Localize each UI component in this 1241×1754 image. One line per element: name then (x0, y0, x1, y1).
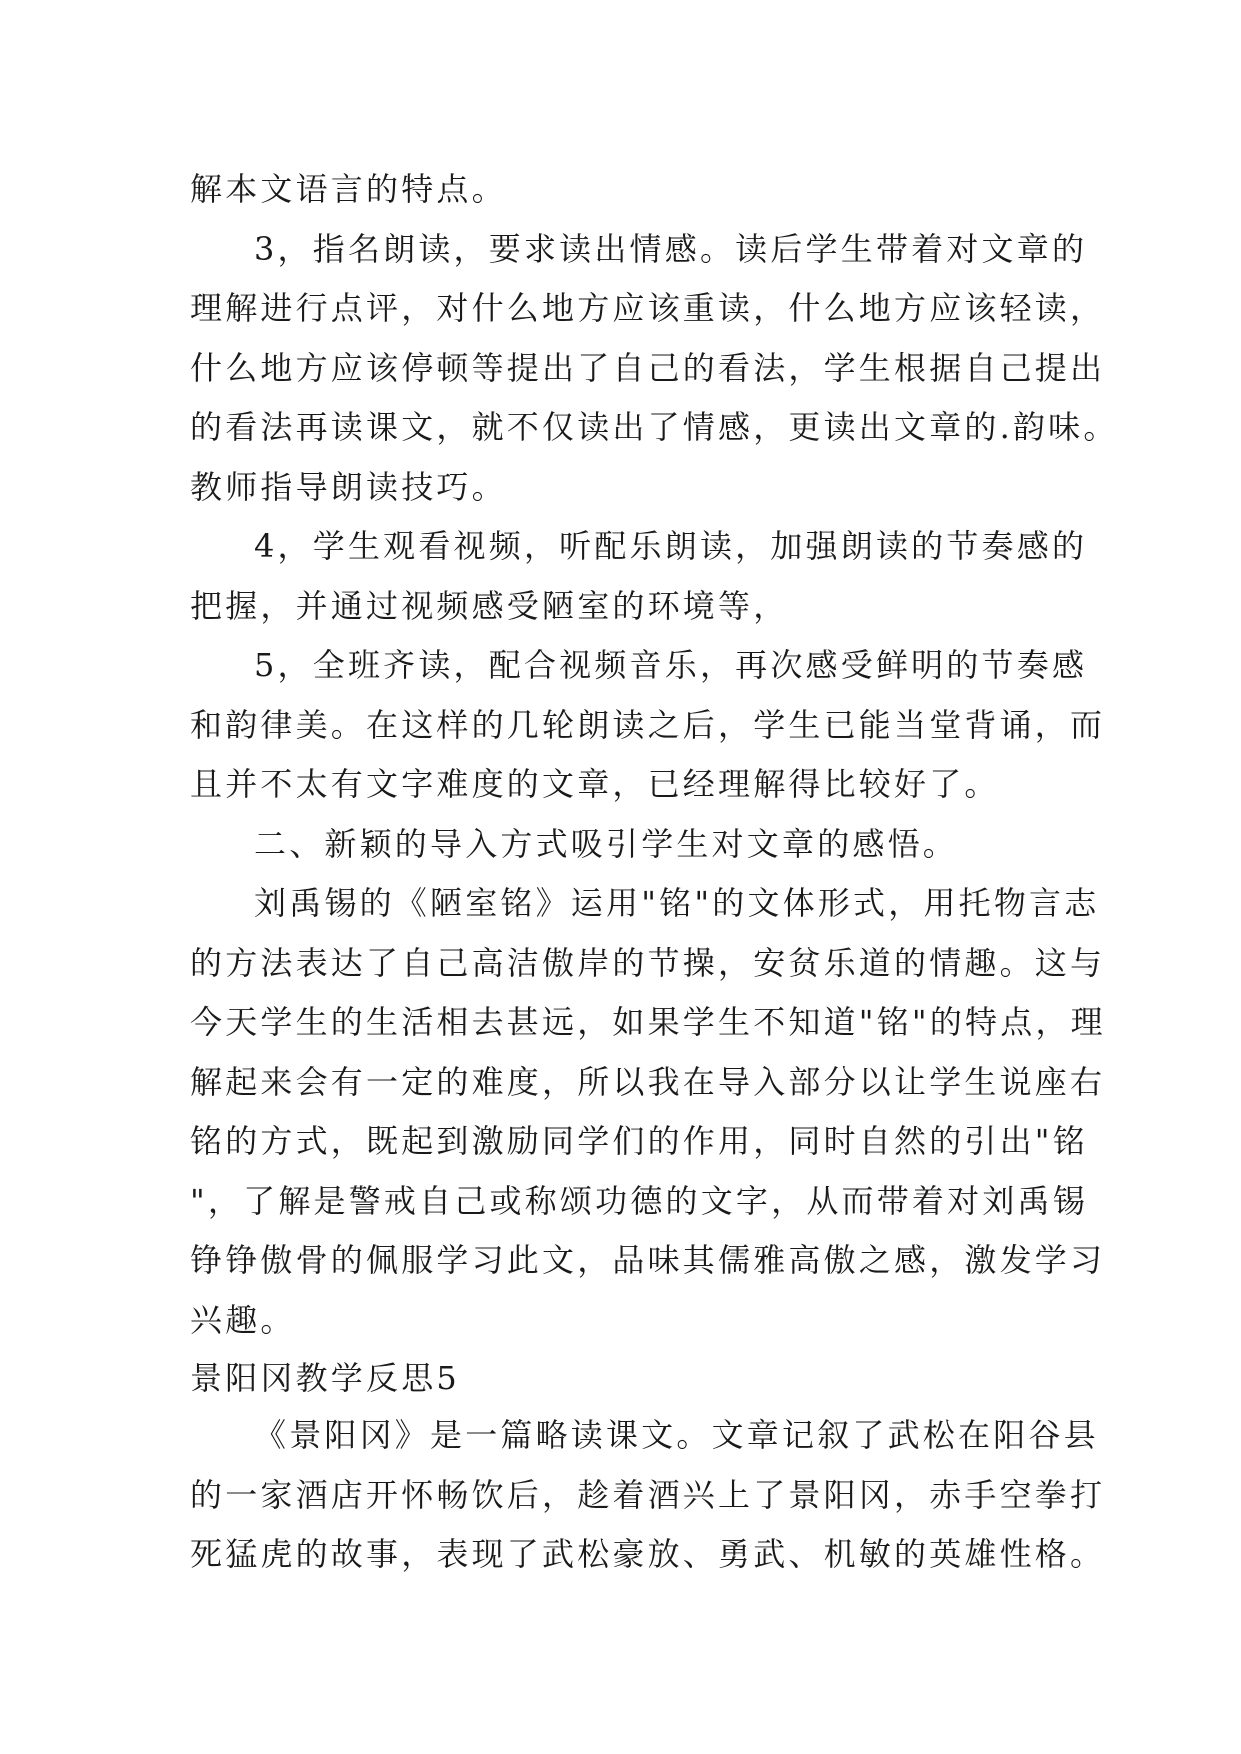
text-line: 的看法再读课文，就不仅读出了情感，更读出文章的.韵味。 (190, 408, 1119, 446)
article-title: 景阳冈教学反思5 (190, 1359, 460, 1397)
text-line: 兴趣。 (190, 1300, 296, 1339)
text-line: 的方法表达了自己高洁傲岸的节操，安贫乐道的情趣。这与 (190, 943, 1106, 982)
text-line: 的一家酒店开怀畅饮后，趁着酒兴上了景阳冈，赤手空拳打 (190, 1475, 1106, 1514)
text-line: 3，指名朗读，要求读出情感。读后学生带着对文章的 (254, 229, 1088, 268)
text-line: 什么地方应该停顿等提出了自己的看法，学生根据自己提出 (190, 348, 1106, 387)
text-line: 把握，并通过视频感受陋室的环境等， (190, 586, 789, 625)
text-line: 理解进行点评，对什么地方应该重读，什么地方应该轻读， (190, 289, 1106, 327)
text-line: 死猛虎的故事，表现了武松豪放、勇武、机敏的英雄性格。 (190, 1535, 1106, 1573)
text-line: 刘禹锡的《陋室铭》运用"铭"的文体形式，用托物言志 (254, 884, 1100, 922)
text-line: 解本文语言的特点。 (190, 170, 507, 208)
text-line: 且并不太有文字难度的文章，已经理解得比较好了。 (190, 765, 1000, 803)
text-line: "，了解是警戒自己或称颂功德的文字，从而带着对刘禹锡 (190, 1181, 1088, 1220)
text-line: 教师指导朗读技巧。 (190, 467, 507, 506)
text-line: 铭的方式，既起到激励同学们的作用，同时自然的引出"铭 (190, 1122, 1088, 1160)
text-line: 4，学生观看视频，听配乐朗读，加强朗读的节奏感的 (254, 527, 1088, 565)
text-line: 解起来会有一定的难度，所以我在导入部分以让学生说座右 (190, 1062, 1106, 1101)
text-line: 和韵律美。在这样的几轮朗读之后，学生已能当堂背诵，而 (190, 705, 1106, 744)
text-line: 铮铮傲骨的佩服学习此文，品味其儒雅高傲之感，激发学习 (190, 1241, 1106, 1279)
document-body (190, 160, 1119, 1585)
text-line: 5，全班齐读，配合视频音乐，再次感受鲜明的节奏感 (254, 646, 1088, 684)
text-line: 今天学生的生活相去甚远，如果学生不知道"铭"的特点，理 (190, 1003, 1106, 1041)
text-line: 《景阳冈》是一篇略读课文。文章记叙了武松在阳谷县 (254, 1416, 1099, 1454)
section-heading: 二、新颖的导入方式吸引学生对文章的感悟。 (254, 824, 959, 863)
